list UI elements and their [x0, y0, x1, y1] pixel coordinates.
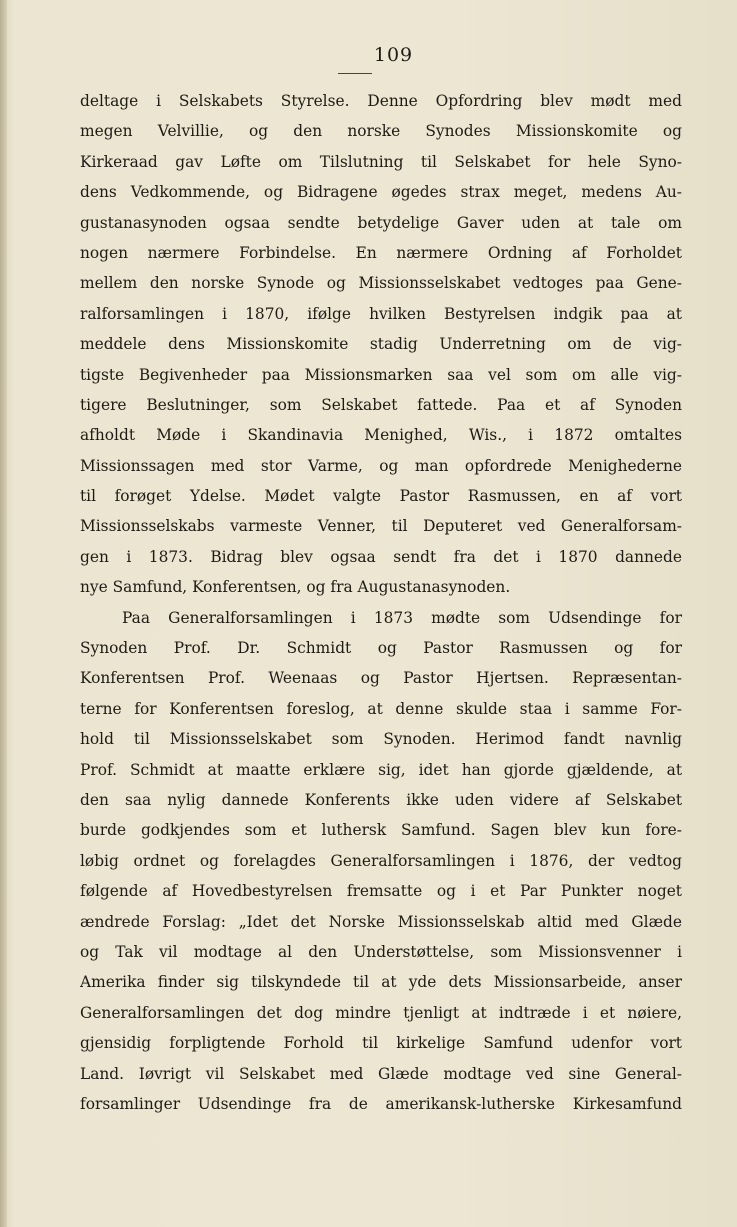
text-line: gustanasynoden ogsaa sendte betydelige Gaver uden at tale om: [80, 213, 682, 232]
text-line: afholdt Møde i Skandinavia Menighed, Wis., i 1872 omtaltes: [80, 426, 682, 445]
text-line: den saa nylig dannede Konferents ikke uden videre af Selskabet: [80, 790, 682, 809]
text-line: gen i 1873. Bidrag blev ogsaa sendt fra det i 1870 dannede: [80, 547, 682, 566]
text-line: burde godkjendes som et luthersk Samfund. Sagen blev kun fore-: [80, 821, 682, 840]
text-line: nogen nærmere Forbindelse. En nærmere Ordning af Forholdet: [80, 243, 682, 262]
text-line: tigere Beslutninger, som Selskabet fattede. Paa et af Synoden: [80, 395, 682, 414]
text-line: nye Samfund, Konferentsen, og fra Augustanasynoden.: [80, 578, 511, 597]
text-line: ralforsamlingen i 1870, ifølge hvilken Bestyrelsen indgik paa at: [80, 304, 682, 323]
text-line: Missionsselskabs varmeste Venner, til Deputeret ved Generalforsam-: [80, 517, 682, 536]
text-line: Missionssagen med stor Varme, og man opfordrede Menighederne: [80, 456, 682, 475]
text-line: ændrede Forslag: „Idet det Norske Missionsselskab altid med Glæde: [80, 912, 682, 931]
binding-edge: [0, 0, 7, 1227]
text-line: Prof. Schmidt at maatte erklære sig, idet han gjorde gjældende, at: [80, 760, 682, 779]
text-line: hold til Missionsselskabet som Synoden. Herimod fandt navnlig: [80, 730, 682, 749]
text-line: til forøget Ydelse. Mødet valgte Pastor Rasmussen, en af vort: [80, 487, 682, 506]
text-line: Amerika finder sig tilskyndede til at yde dets Missionsarbeide, anser: [80, 973, 682, 992]
page-number-rule: [338, 73, 372, 74]
text-line: forsamlinger Udsendinge fra de amerikansk-lutherske Kirkesamfund: [80, 1094, 682, 1113]
text-line: og Tak vil modtage al den Understøttelse, som Missionsvenner i: [80, 942, 682, 961]
text-line: terne for Konferentsen foreslog, at denne skulde staa i samme For-: [80, 699, 682, 718]
text-line: løbig ordnet og forelagdes Generalforsamlingen i 1876, der vedtog: [80, 851, 682, 870]
body-text: [80, 86, 682, 1119]
text-line: dens Vedkommende, og Bidragene øgedes strax meget, medens Au-: [80, 183, 682, 202]
text-line: Konferentsen Prof. Weenaas og Pastor Hjertsen. Repræsentan-: [80, 669, 682, 688]
text-line: følgende af Hovedbestyrelsen fremsatte og i et Par Punkter noget: [80, 882, 682, 901]
text-line: meddele dens Missionskomite stadig Underretning om de vig-: [80, 335, 682, 354]
text-line: Paa Generalforsamlingen i 1873 mødte som Udsendinge for: [122, 608, 682, 627]
text-line: Synoden Prof. Dr. Schmidt og Pastor Rasmussen og for: [80, 639, 682, 658]
text-line: megen Velvillie, og den norske Synodes Missionskomite og: [80, 122, 682, 141]
text-line: Land. Iøvrigt vil Selskabet med Glæde modtage ved sine General-: [80, 1064, 682, 1083]
text-line: tigste Begivenheder paa Missionsmarken saa vel som om alle vig-: [80, 365, 682, 384]
text-line: Kirkeraad gav Løfte om Tilslutning til Selskabet for hele Syno-: [80, 152, 682, 171]
text-line: Generalforsamlingen det dog mindre tjenligt at indtræde i et nøiere,: [80, 1003, 682, 1022]
text-line: gjensidig forpligtende Forhold til kirkelige Samfund udenfor vort: [80, 1034, 682, 1053]
page-number: 109: [373, 44, 414, 66]
text-line: deltage i Selskabets Styrelse. Denne Opfordring blev mødt med: [80, 92, 682, 110]
text-line: mellem den norske Synode og Missionsselskabet vedtoges paa Gene-: [80, 274, 682, 293]
